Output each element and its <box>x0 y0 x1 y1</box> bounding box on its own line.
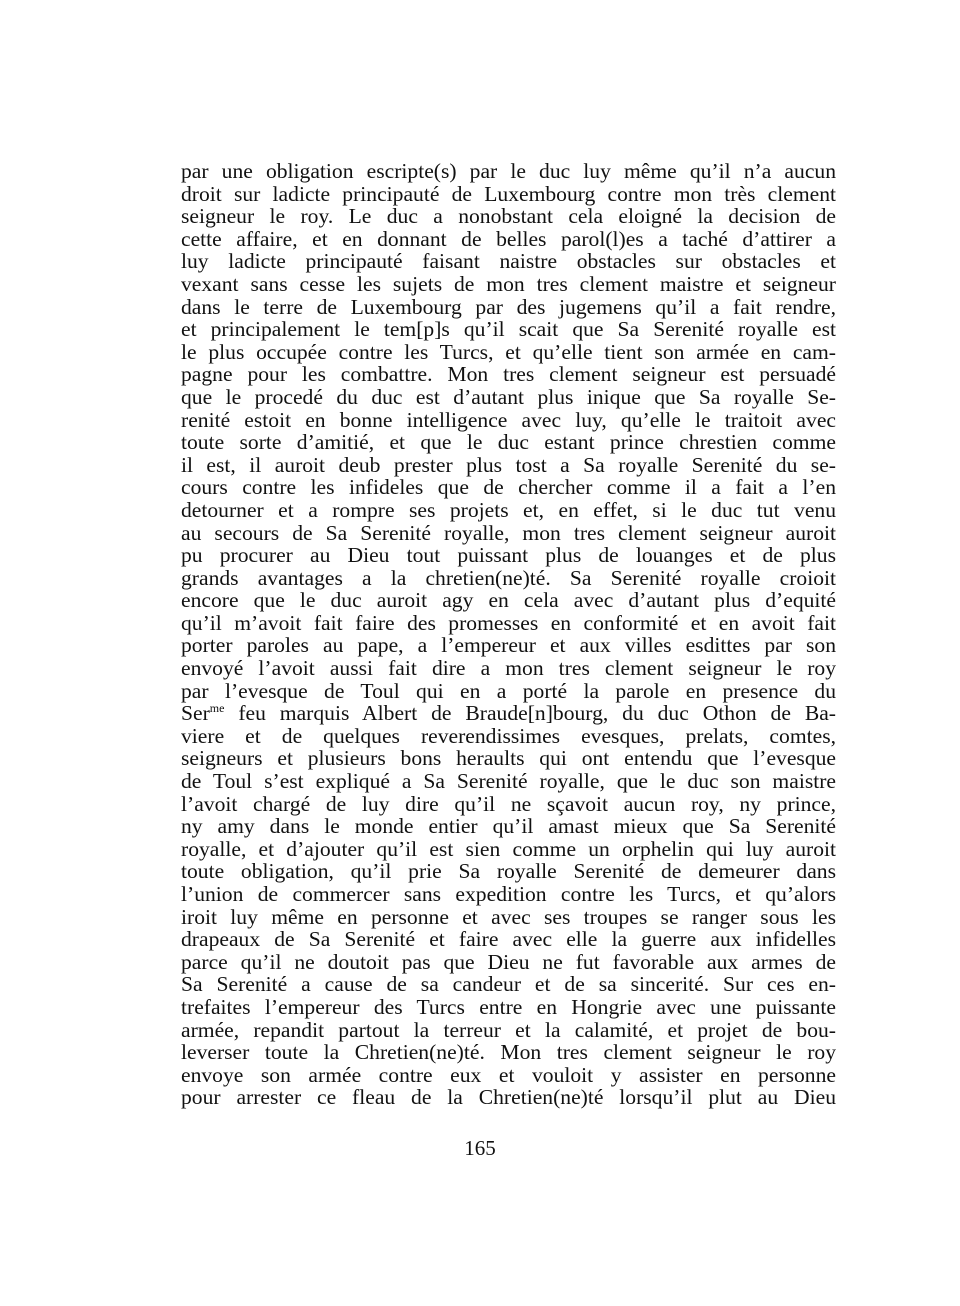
text-line: Sa Serenité a cause de sa candeur et de sa sincerité. Sur ces en- <box>181 972 836 997</box>
text-line: pagne pour les combattre. Mon tres clement seigneur est persuadé <box>181 362 836 387</box>
text-line: renité estoit en bonne intelligence avec luy, qu’elle le traitoit avec <box>181 407 836 432</box>
text-line: encore que le duc auroit agy en cela avec d’autant plus d’equité <box>181 588 836 613</box>
text-line: toute sorte d’amitié, et que le duc estant prince chrestien comme <box>181 430 836 455</box>
text-line: cours contre les infideles que de chercher comme il a fait a l’en <box>181 475 836 500</box>
text-line: detourner et a rompre ses projets et, en effet, si le duc tut venu <box>181 497 836 522</box>
text-line: l’union de commercer sans expedition contre les Turcs, et qu’alors <box>181 882 836 906</box>
ser-superscript: me <box>209 701 225 716</box>
text-line: vexant sans cesse les sujets de mon tres clement maistre et seigneur <box>181 271 836 296</box>
text-line: pu procurer au Dieu tout puissant plus de louanges et de plus <box>181 543 836 568</box>
text-line: royalle, et d’ajouter qu’il est sien comme un orphelin qui luy auroit <box>181 836 836 861</box>
body-text <box>181 160 836 1109</box>
text-line: porter paroles au pape, a l’empereur et aux villes esdittes par son <box>181 633 836 658</box>
text-line: ny amy dans le monde entier qu’il amast mieux que Sa Serenité <box>181 814 836 839</box>
text-line: au secours de Sa Serenité royalle, mon tres clement seigneur auroit <box>181 520 836 545</box>
text-line: et principalement le tem[p]s qu’il scait que Sa Serenité royalle est <box>181 317 836 342</box>
text-line: dans le terre de Luxembourg par des jugemens qu’il a fait rendre, <box>181 294 836 319</box>
text-line: par l’evesque de Toul qui en a porté la parole en presence du <box>181 678 836 703</box>
text-line: cette affaire, et en donnant de belles parol(l)es a taché d’attirer a <box>181 226 836 251</box>
text-line: armée, repandit partout la terreur et la calamité, et projet de bou- <box>181 1017 836 1042</box>
text-line: de Toul s’est expliqué a Sa Serenité royalle, que le duc son maistre <box>181 769 836 794</box>
text-line: le plus occupée contre les Turcs, et qu’elle tient son armée en cam- <box>181 339 836 364</box>
text-line: toute obligation, qu’il prie Sa royalle Serenité de demeurer dans <box>181 859 836 884</box>
text-line: l’avoit chargé de luy dire qu’il ne sçavoit aucun roy, ny prince, <box>181 791 836 816</box>
text-line: trefaites l’empereur des Turcs entre en Hongrie avec une puissante <box>181 994 836 1019</box>
ser-prefix: Ser <box>181 701 210 726</box>
text-line: pour arrester ce fleau de la Chretien(ne)té lorsqu’il plut au Dieu <box>181 1085 836 1110</box>
text-line: envoyé l’avoit aussi fait dire a mon tres clement seigneur le roy <box>181 656 836 681</box>
text-line: il est, il auroit deub prester plus tost a Sa royalle Serenité du se- <box>181 452 836 477</box>
text-line: iroit luy même en personne et avec ses troupes se ranger sous les <box>181 904 836 929</box>
text-line: viere et de quelques reverendissimes evesques, prelats, comtes, <box>181 723 836 748</box>
ser-rest: feu marquis Albert de Braude[n]bourg, du duc Othon de Ba- <box>224 701 836 726</box>
text-line: qu’il m’avoit fait faire des promesses en conformité et en avoit fait <box>181 610 836 635</box>
text-line: parce qu’il ne doutoit pas que Dieu ne fut favorable aux armes de <box>181 949 836 974</box>
text-line: leverser toute la Chretien(ne)té. Mon tres clement seigneur le roy <box>181 1040 836 1065</box>
page-number: 165 <box>464 1136 496 1160</box>
text-line: seigneur le roy. Le duc a nonobstant cela eloigné la decision de <box>181 204 836 229</box>
text-line: seigneurs et plusieurs bons heraults qui ont entendu que l’evesque <box>181 746 836 771</box>
text-line: envoye son armée contre eux et vouloit y assister en personne <box>181 1062 836 1087</box>
text-line: par une obligation escripte(s) par le duc luy même qu’il n’a aucun <box>181 159 836 183</box>
text-line: luy ladicte principauté faisant naistre obstacles sur obstacles et <box>181 249 836 274</box>
text-line: droit sur ladicte principauté de Luxembourg contre mon très clement <box>181 181 836 206</box>
text-line: que le procedé du duc est d’autant plus inique que Sa royalle Se- <box>181 384 836 409</box>
text-line: grands avantages a la chretien(ne)té. Sa Serenité royalle croioit <box>181 565 836 590</box>
text-line: drapeaux de Sa Serenité et faire avec elle la guerre aux infidelles <box>181 927 836 952</box>
text-line-with-superscript <box>181 702 836 725</box>
